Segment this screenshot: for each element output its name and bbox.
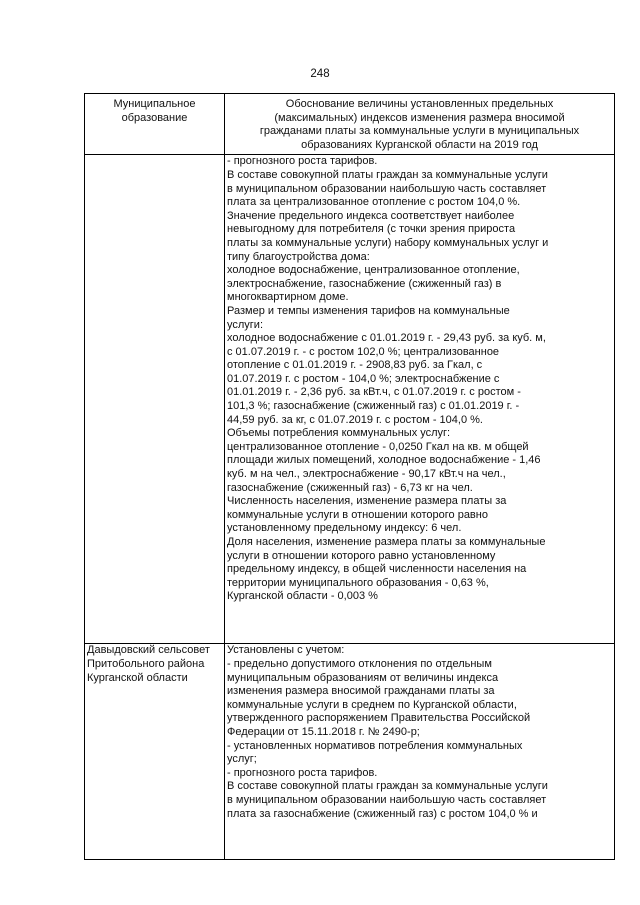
text-line: Курганской области - 0,003 %	[227, 590, 378, 603]
text-line: электроснабжение, газоснабжение (сжиженный газ) в	[227, 277, 502, 290]
text-line: площади жилых помещений, холодное водоснабжение - 1,46	[227, 454, 541, 467]
header-municipality-line: Муниципальное	[113, 98, 196, 110]
text-line: услуги в отношении которого равно установленному	[227, 549, 496, 562]
text-line: - предельно допустимого отклонения по отдельным	[227, 657, 492, 670]
text-line: коммунальные услуги в среднем по Курганской области,	[227, 698, 517, 711]
text-line: В составе совокупной платы граждан за коммунальные услуги	[227, 168, 548, 181]
justification-table	[84, 93, 615, 860]
text-line: Значение предельного индекса соответствует наиболее	[227, 209, 515, 222]
text-line: - прогнозного роста тарифов.	[227, 766, 378, 779]
text-line: куб. м на чел., электроснабжение - 90,17 кВт.ч на чел.,	[227, 468, 506, 481]
text-line: холодное водоснабжение с 01.01.2019 г. - 29,43 руб. за куб. м,	[227, 332, 546, 345]
text-line: предельному индексу, в общей численности населения на	[227, 563, 527, 576]
text-line: 01.07.2019 г. с ростом - 104,0 %; электроснабжение с	[227, 372, 500, 385]
text-line: Установлены с учетом:	[227, 644, 345, 657]
text-line: в муниципальном образовании наибольшую часть составляет	[227, 793, 547, 806]
text-line: отопление с 01.01.2019 г. - 2908,83 руб. за Гкал, с	[227, 359, 483, 372]
table-header-row	[85, 94, 615, 155]
text-line: многоквартирном доме.	[227, 291, 349, 304]
text-line: Размер и темпы изменения тарифов на коммунальные	[227, 304, 510, 317]
text-line: плата за газоснабжение (сжиженный газ) с ростом 104,0 % и	[227, 807, 538, 820]
text-line: установленному предельному индексу: 6 чел.	[227, 522, 462, 535]
header-justification-line: Обоснование величины установленных предельных	[285, 98, 554, 110]
text-line: Объемы потребления коммунальных услуг:	[227, 427, 451, 440]
text-line: холодное водоснабжение, централизованное отопление,	[227, 264, 520, 277]
justification-cell	[225, 155, 615, 644]
text-line: централизованное отопление - 0,0250 Гкал на кв. м общей	[227, 440, 529, 453]
text-line: в муниципальном образовании наибольшую часть составляет	[227, 182, 547, 195]
header-municipality-line: образование	[121, 111, 188, 124]
table-row	[85, 155, 615, 644]
text-line: невыгодному для потребителя (с точки зрения прироста	[227, 223, 516, 236]
text-line: услуг;	[227, 753, 257, 766]
text-line: изменения размера вносимой гражданами платы за	[227, 685, 495, 698]
header-municipality	[85, 94, 225, 155]
page-number: 248	[310, 68, 330, 80]
justification-cell	[225, 644, 615, 860]
municipality-name-line: Притобольного района	[87, 657, 205, 670]
header-justification-line: образованиях Курганской области на 2019 год	[301, 138, 538, 151]
header-justification	[225, 94, 615, 155]
text-line: Федерации от 15.11.2018 г. № 2490-р;	[227, 725, 420, 738]
municipality-cell	[85, 155, 225, 644]
text-line: типу благоустройства дома:	[227, 250, 370, 263]
text-line: утвержденного распоряжением Правительства Российской	[227, 712, 531, 725]
text-line: Численность населения, изменение размера платы за	[227, 495, 507, 508]
municipality-cell	[85, 644, 225, 860]
municipality-name-line: Курганской области	[87, 671, 188, 684]
text-line: В составе совокупной платы граждан за коммунальные услуги	[227, 780, 548, 793]
municipality-name-line: Давыдовский сельсовет	[87, 644, 210, 657]
text-line: 01.01.2019 г. - 2,36 руб. за кВт.ч, с 01.07.2019 г. с ростом -	[227, 386, 521, 399]
text-line: коммунальные услуги в отношении которого равно	[227, 508, 488, 521]
text-line: территории муниципального образования - 0,63 %,	[227, 576, 489, 589]
text-line: плата за централизованное отопление с ростом 104,0 %.	[227, 196, 521, 209]
text-line: 44,59 руб. за кг, с 01.07.2019 г. с ростом - 104,0 %.	[227, 413, 483, 426]
text-line: Доля населения, изменение размера платы за коммунальные	[227, 536, 546, 548]
header-justification-line: гражданами платы за коммунальные услуги в муниципальных	[259, 125, 580, 138]
text-line: - прогнозного роста тарифов.	[227, 155, 378, 168]
text-line: 101,3 %; газоснабжение (сжиженный газ) с 01.01.2019 г. -	[227, 400, 520, 413]
header-justification-line: (максимальных) индексов изменения размера вносимой	[274, 111, 565, 124]
text-line: услуги:	[227, 318, 264, 331]
text-line: платы за коммунальные услуги) набору коммунальных услуг и	[227, 236, 549, 249]
text-line: - установленных нормативов потребления коммунальных	[227, 739, 523, 752]
text-line: муниципальным образованиям от величины индекса	[227, 671, 499, 684]
text-line: с 01.07.2019 г. - с ростом 102,0 %; централизованное	[227, 345, 500, 358]
table-row	[85, 644, 615, 860]
text-line: газоснабжение (сжиженный газ) - 6,73 кг на чел.	[227, 481, 473, 494]
